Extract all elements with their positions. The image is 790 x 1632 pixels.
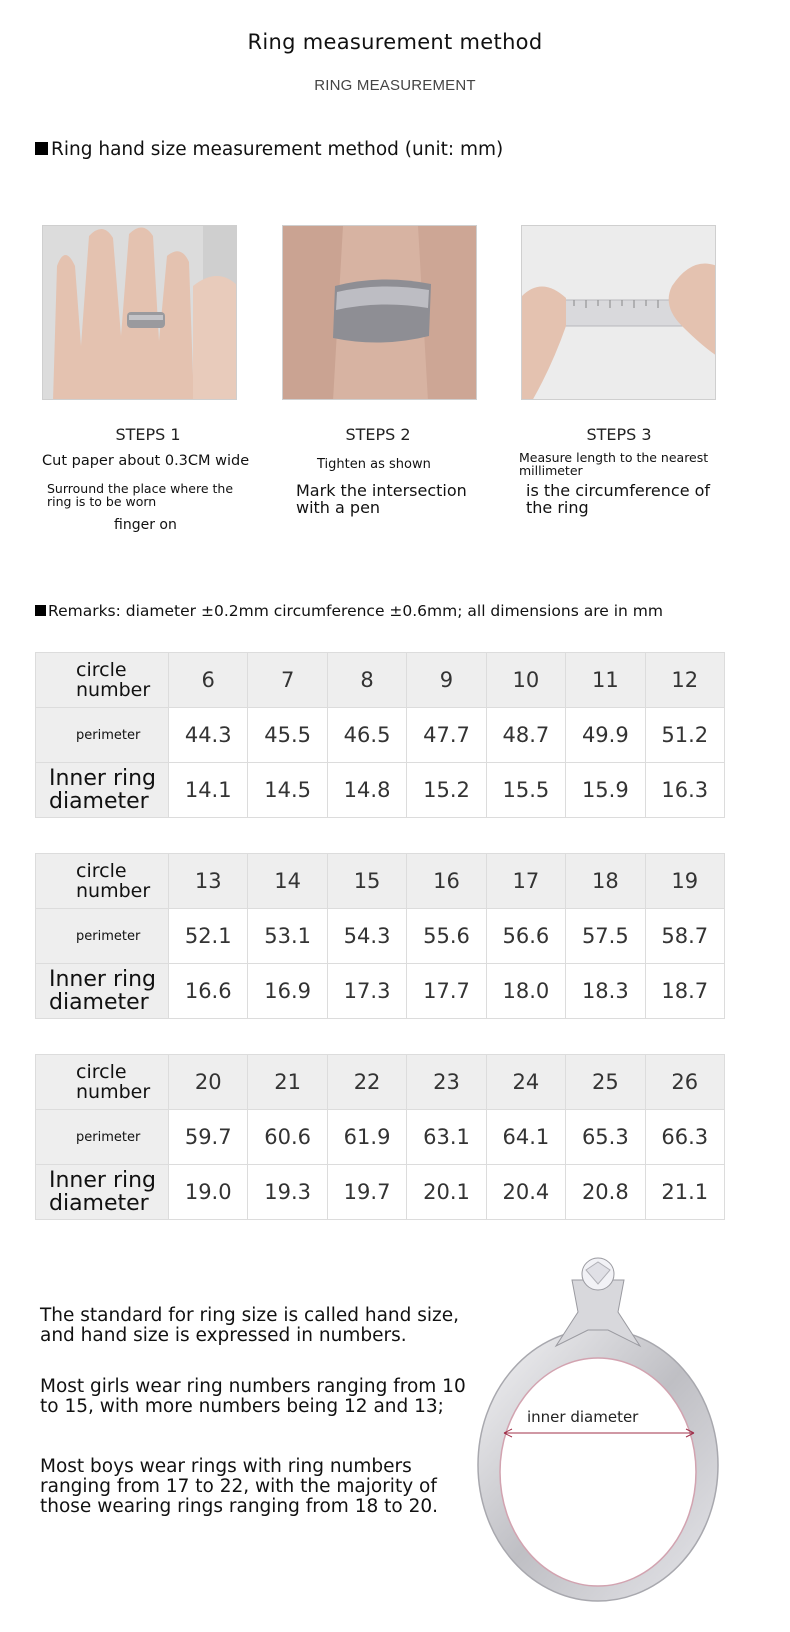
section-heading <box>35 139 503 160</box>
table-cell: 52.1 <box>169 909 248 964</box>
square-bullet-icon <box>35 142 48 155</box>
row-label-perimeter: perimeter <box>76 928 141 944</box>
table-cell: 16.3 <box>645 763 724 818</box>
table-cell: 18.0 <box>486 964 565 1019</box>
size-table-2 <box>35 853 725 1019</box>
ring-illustration <box>470 1250 730 1620</box>
table-cell: 21.1 <box>645 1165 724 1220</box>
ring-closeup-icon <box>283 226 477 400</box>
table-row-perimeter <box>36 708 725 763</box>
remarks-text: Remarks: diameter ±0.2mm circumference ±0.6mm; all dimensions are in mm <box>48 602 663 620</box>
table-cell: 46.5 <box>327 708 406 763</box>
table-cell: 54.3 <box>327 909 406 964</box>
table-cell: 44.3 <box>169 708 248 763</box>
ruler-measure-icon <box>522 226 716 400</box>
table-cell: 17.3 <box>327 964 406 1019</box>
table-cell: 63.1 <box>407 1110 486 1165</box>
table-cell: 55.6 <box>407 909 486 964</box>
table-cell: 58.7 <box>645 909 724 964</box>
table-cell: 60.6 <box>248 1110 327 1165</box>
row-label-perimeter: perimeter <box>76 1129 141 1145</box>
step2-photo <box>282 225 477 400</box>
table-cell: 18.7 <box>645 964 724 1019</box>
table-row-circle-number <box>36 1055 725 1110</box>
table-cell: 14.5 <box>248 763 327 818</box>
step1-line1: Cut paper about 0.3CM wide <box>42 453 250 469</box>
square-bullet-icon <box>35 605 46 616</box>
table-cell: 16.6 <box>169 964 248 1019</box>
info-paragraph-2: Most girls wear ring numbers ranging from 10 to 15, with more numbers being 12 and 13; <box>40 1376 466 1417</box>
step1-line2: Surround the place where the ring is to be worn <box>47 481 234 509</box>
row-label-circle-number: circle number <box>76 1061 151 1103</box>
table-row-perimeter <box>36 909 725 964</box>
table-cell: 61.9 <box>327 1110 406 1165</box>
table-cell: 65.3 <box>566 1110 645 1165</box>
step3-title: STEPS 3 <box>586 425 652 444</box>
table-cell: 17.7 <box>407 964 486 1019</box>
table-cell: 19 <box>645 854 724 909</box>
step1-line3: finger on <box>114 517 177 533</box>
table-cell: 24 <box>486 1055 565 1110</box>
table-cell: 15.2 <box>407 763 486 818</box>
table-cell: 14.1 <box>169 763 248 818</box>
step3-line2: is the circumference of the ring <box>526 481 711 517</box>
table-cell: 16 <box>407 854 486 909</box>
table-row-inner-diameter <box>36 1165 725 1220</box>
table-cell: 47.7 <box>407 708 486 763</box>
table-cell: 19.3 <box>248 1165 327 1220</box>
table-cell: 57.5 <box>566 909 645 964</box>
step1-photo <box>42 225 237 400</box>
row-label-circle-number: circle number <box>76 860 151 902</box>
table-cell: 15.9 <box>566 763 645 818</box>
table-cell: 18 <box>566 854 645 909</box>
table-cell: 59.7 <box>169 1110 248 1165</box>
table-row-circle-number <box>36 854 725 909</box>
table-cell: 64.1 <box>486 1110 565 1165</box>
table-row-inner-diameter <box>36 763 725 818</box>
step1-title: STEPS 1 <box>115 425 181 444</box>
table-cell: 23 <box>407 1055 486 1110</box>
table-cell: 13 <box>169 854 248 909</box>
size-table-1 <box>35 652 725 818</box>
row-label-inner-diameter: Inner ring diameter <box>49 1168 157 1216</box>
table-cell: 18.3 <box>566 964 645 1019</box>
table-cell: 48.7 <box>486 708 565 763</box>
step2-line1: Tighten as shown <box>317 457 431 472</box>
table-cell: 11 <box>566 653 645 708</box>
step3-photo <box>521 225 716 400</box>
table-cell: 6 <box>169 653 248 708</box>
table-cell: 22 <box>327 1055 406 1110</box>
table-cell: 45.5 <box>248 708 327 763</box>
table-row-inner-diameter <box>36 964 725 1019</box>
page-subtitle: RING MEASUREMENT <box>314 77 476 94</box>
table-row-circle-number <box>36 653 725 708</box>
table-cell: 14 <box>248 854 327 909</box>
row-label-inner-diameter: Inner ring diameter <box>49 766 157 814</box>
table-cell: 15 <box>327 854 406 909</box>
table-cell: 7 <box>248 653 327 708</box>
ring-label-inner-diameter: inner diameter <box>527 1408 639 1426</box>
table-cell: 19.7 <box>327 1165 406 1220</box>
table-cell: 26 <box>645 1055 724 1110</box>
table-cell: 66.3 <box>645 1110 724 1165</box>
step2-title: STEPS 2 <box>345 425 411 444</box>
table-cell: 53.1 <box>248 909 327 964</box>
table-cell: 20.8 <box>566 1165 645 1220</box>
table-cell: 49.9 <box>566 708 645 763</box>
table-cell: 15.5 <box>486 763 565 818</box>
hand-with-ring-icon <box>43 226 237 400</box>
table-cell: 16.9 <box>248 964 327 1019</box>
table-cell: 20.1 <box>407 1165 486 1220</box>
info-paragraph-1: The standard for ring size is called hand size, and hand size is expressed in numbers. <box>40 1305 460 1346</box>
size-table-3 <box>35 1054 725 1220</box>
table-cell: 20 <box>169 1055 248 1110</box>
section-heading-text: Ring hand size measurement method (unit: mm) <box>51 139 504 160</box>
table-cell: 8 <box>327 653 406 708</box>
row-label-perimeter: perimeter <box>76 727 141 743</box>
row-label-circle-number: circle number <box>76 659 151 701</box>
table-cell: 9 <box>407 653 486 708</box>
table-cell: 14.8 <box>327 763 406 818</box>
table-cell: 21 <box>248 1055 327 1110</box>
step3-line1: Measure length to the nearest millimeter <box>519 450 709 478</box>
table-cell: 51.2 <box>645 708 724 763</box>
table-cell: 25 <box>566 1055 645 1110</box>
remarks-note <box>35 602 663 620</box>
table-row-perimeter <box>36 1110 725 1165</box>
step2-line2: Mark the intersection with a pen <box>296 481 467 517</box>
table-cell: 12 <box>645 653 724 708</box>
table-cell: 10 <box>486 653 565 708</box>
page-title: Ring measurement method <box>247 30 543 54</box>
table-cell: 56.6 <box>486 909 565 964</box>
row-label-inner-diameter: Inner ring diameter <box>49 967 157 1015</box>
ring-icon <box>470 1250 730 1620</box>
table-cell: 19.0 <box>169 1165 248 1220</box>
table-cell: 17 <box>486 854 565 909</box>
table-cell: 20.4 <box>486 1165 565 1220</box>
info-paragraph-3: Most boys wear rings with ring numbers ranging from 17 to 22, with the majority of those wearing rings ranging from 18 to 20. <box>40 1456 439 1517</box>
